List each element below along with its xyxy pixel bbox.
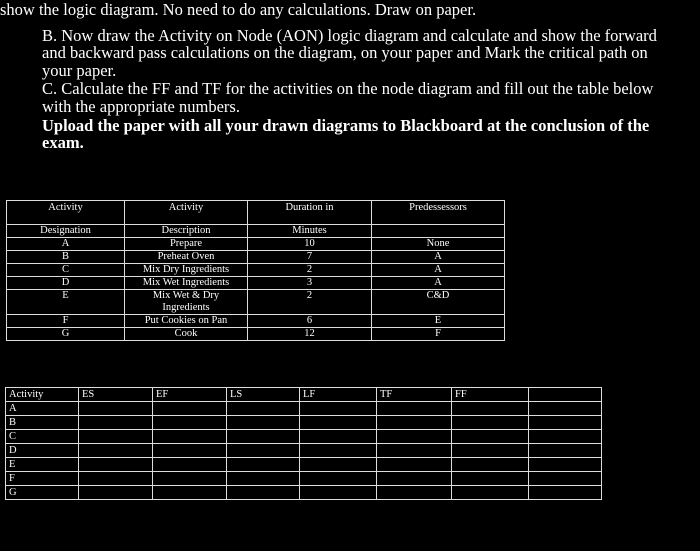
table-row <box>6 416 602 430</box>
activity-description: Preheat Oven <box>125 251 248 264</box>
es-cell[interactable] <box>79 416 153 430</box>
ef-cell[interactable] <box>153 458 227 472</box>
tf-cell[interactable] <box>377 458 452 472</box>
subheader-description: Description <box>125 225 248 238</box>
ff-cell[interactable] <box>452 472 529 486</box>
tf-cell[interactable] <box>377 472 452 486</box>
blank-cell[interactable] <box>529 402 602 416</box>
activity-duration: 6 <box>248 315 372 328</box>
ls-cell[interactable] <box>227 444 300 458</box>
lf-cell[interactable] <box>300 416 377 430</box>
ef-cell[interactable] <box>153 402 227 416</box>
subheader-designation: Designation <box>7 225 125 238</box>
lf-cell[interactable] <box>300 444 377 458</box>
activity-id: B <box>7 251 125 264</box>
activity-duration: 12 <box>248 328 372 341</box>
es-cell[interactable] <box>79 458 153 472</box>
activity-predecessor: None <box>372 238 505 251</box>
activity-duration: 7 <box>248 251 372 264</box>
header-duration: Duration in <box>248 201 372 225</box>
table-row <box>7 277 505 290</box>
ls-cell[interactable] <box>227 416 300 430</box>
instruction-b-line1: B. Now draw the Activity on Node (AON) logic diagram and calculate and show the forward <box>42 26 657 45</box>
activity-id: D <box>7 277 125 290</box>
activity-id: A <box>7 238 125 251</box>
activity-description: Prepare <box>125 238 248 251</box>
activity-duration: 2 <box>248 264 372 277</box>
schedule-activity-id: D <box>6 444 79 458</box>
table-row <box>6 486 602 500</box>
header-empty <box>529 388 602 402</box>
activity-id: C <box>7 264 125 277</box>
table-row <box>6 458 602 472</box>
table-row <box>7 251 505 264</box>
activity-predecessor: C&D <box>372 290 505 315</box>
tf-cell[interactable] <box>377 402 452 416</box>
activity-duration: 10 <box>248 238 372 251</box>
table-row <box>6 444 602 458</box>
table-row <box>7 290 505 315</box>
activity-description: Mix Dry Ingredients <box>125 264 248 277</box>
schedule-activity-id: C <box>6 430 79 444</box>
ff-cell[interactable] <box>452 444 529 458</box>
instruction-top-line: show the logic diagram. No need to do any calculations. Draw on paper. <box>0 0 477 19</box>
table-row <box>6 430 602 444</box>
table-row <box>7 328 505 341</box>
ff-cell[interactable] <box>452 416 529 430</box>
blank-cell[interactable] <box>529 472 602 486</box>
subheader-predecessors <box>372 225 505 238</box>
es-cell[interactable] <box>79 444 153 458</box>
ls-cell[interactable] <box>227 472 300 486</box>
lf-cell[interactable] <box>300 430 377 444</box>
activity-table <box>6 200 505 341</box>
es-cell[interactable] <box>79 430 153 444</box>
activity-predecessor: A <box>372 264 505 277</box>
schedule-activity-id: F <box>6 472 79 486</box>
activity-description: Cook <box>125 328 248 341</box>
table-row <box>7 315 505 328</box>
activity-table-header-row <box>7 201 505 225</box>
header-activity-description: Activity <box>125 201 248 225</box>
schedule-activity-id: E <box>6 458 79 472</box>
table-row <box>6 472 602 486</box>
activity-duration: 2 <box>248 290 372 315</box>
tf-cell[interactable] <box>377 444 452 458</box>
schedule-table-header-row <box>6 388 602 402</box>
header-ls: LS <box>227 388 300 402</box>
ff-cell[interactable] <box>452 458 529 472</box>
tf-cell[interactable] <box>377 486 452 500</box>
ff-cell[interactable] <box>452 486 529 500</box>
activity-predecessor: A <box>372 277 505 290</box>
activity-id: F <box>7 315 125 328</box>
schedule-activity-id: B <box>6 416 79 430</box>
activity-id: G <box>7 328 125 341</box>
instruction-upload-line2: exam. <box>42 133 84 152</box>
instruction-b-line2: and backward pass calculations on the diagram, on your paper and Mark the critical path on <box>42 43 648 62</box>
lf-cell[interactable] <box>300 402 377 416</box>
lf-cell[interactable] <box>300 486 377 500</box>
header-es: ES <box>79 388 153 402</box>
instruction-b-line3: your paper. <box>42 61 117 80</box>
subheader-minutes: Minutes <box>248 225 372 238</box>
table-row <box>7 264 505 277</box>
header-ef: EF <box>153 388 227 402</box>
tf-cell[interactable] <box>377 430 452 444</box>
header-predecessors: Predessessors <box>372 201 505 225</box>
lf-cell[interactable] <box>300 458 377 472</box>
ef-cell[interactable] <box>153 430 227 444</box>
ls-cell[interactable] <box>227 458 300 472</box>
schedule-activity-id: G <box>6 486 79 500</box>
activity-description: Mix Wet Ingredients <box>125 277 248 290</box>
activity-predecessor: A <box>372 251 505 264</box>
header-activity-designation: Activity <box>7 201 125 225</box>
es-cell[interactable] <box>79 472 153 486</box>
table-row <box>6 402 602 416</box>
table-row <box>7 238 505 251</box>
ef-cell[interactable] <box>153 472 227 486</box>
activity-description: Put Cookies on Pan <box>125 315 248 328</box>
ef-cell[interactable] <box>153 486 227 500</box>
instruction-c-line2: with the appropriate numbers. <box>42 97 240 116</box>
es-cell[interactable] <box>79 402 153 416</box>
ef-cell[interactable] <box>153 444 227 458</box>
instruction-upload-line1: Upload the paper with all your drawn diagrams to Blackboard at the conclusion of the <box>42 116 650 135</box>
blank-cell[interactable] <box>529 486 602 500</box>
blank-cell[interactable] <box>529 416 602 430</box>
ls-cell[interactable] <box>227 486 300 500</box>
lf-cell[interactable] <box>300 472 377 486</box>
header-tf: TF <box>377 388 452 402</box>
header-ff: FF <box>452 388 529 402</box>
header-lf: LF <box>300 388 377 402</box>
ef-cell[interactable] <box>153 416 227 430</box>
activity-table-subheader-row <box>7 225 505 238</box>
ff-cell[interactable] <box>452 430 529 444</box>
activity-id: E <box>7 290 125 315</box>
schedule-table <box>5 387 602 500</box>
blank-cell[interactable] <box>529 444 602 458</box>
blank-cell[interactable] <box>529 458 602 472</box>
blank-cell[interactable] <box>529 430 602 444</box>
ls-cell[interactable] <box>227 430 300 444</box>
activity-duration: 3 <box>248 277 372 290</box>
activity-predecessor: E <box>372 315 505 328</box>
instruction-c-line1: C. Calculate the FF and TF for the activities on the node diagram and fill out the table below <box>42 79 654 98</box>
schedule-activity-id: A <box>6 402 79 416</box>
tf-cell[interactable] <box>377 416 452 430</box>
es-cell[interactable] <box>79 486 153 500</box>
ls-cell[interactable] <box>227 402 300 416</box>
ff-cell[interactable] <box>452 402 529 416</box>
activity-description: Mix Wet & Dry Ingredients <box>125 290 248 315</box>
activity-predecessor: F <box>372 328 505 341</box>
header-activity: Activity <box>6 388 79 402</box>
